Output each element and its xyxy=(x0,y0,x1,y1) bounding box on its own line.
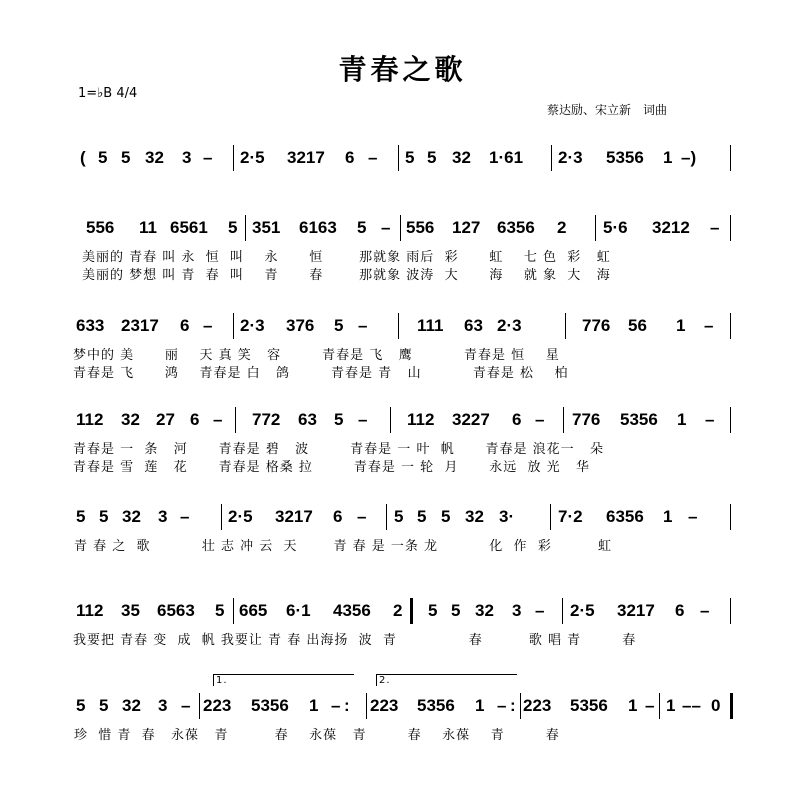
note-group: 3 xyxy=(182,148,192,167)
note-group: 6356 xyxy=(606,507,644,526)
note-group: 3 xyxy=(158,507,168,526)
note-group: 112 xyxy=(407,410,435,429)
note-group: 1 xyxy=(628,696,638,715)
barline xyxy=(233,598,234,624)
note-group: – xyxy=(688,507,698,526)
barline xyxy=(386,504,387,530)
note-group: 5356 xyxy=(417,696,455,715)
barline xyxy=(400,215,401,241)
note-group: 1 xyxy=(663,507,673,526)
volta-2: 2. xyxy=(376,674,517,686)
note-group: 3217 xyxy=(275,507,313,526)
barline xyxy=(730,504,731,530)
note-group: 11 xyxy=(139,218,157,237)
note-group: 32 xyxy=(122,507,141,526)
note-group: 772 xyxy=(252,410,281,429)
note-group: 223 xyxy=(370,696,399,715)
note-group: 665 xyxy=(239,601,268,620)
note-group: – xyxy=(180,507,190,526)
lyric-line: 青春是 飞 鸿 青春是 白 鸽 青春是 青 山 青春是 松 柏 xyxy=(73,366,569,381)
note-group: 6356 xyxy=(497,218,535,237)
note-group: 5·6 xyxy=(603,218,628,237)
note-group: 1 xyxy=(309,696,319,715)
note-group: – xyxy=(705,410,715,429)
note-group: 5 xyxy=(334,316,344,335)
note-group: 35 xyxy=(121,601,140,620)
barline xyxy=(366,693,367,719)
barline xyxy=(199,693,200,719)
barline xyxy=(730,145,731,171)
note-group: 6 xyxy=(190,410,200,429)
note-group: 376 xyxy=(286,316,315,335)
note-group: 5 xyxy=(417,507,427,526)
note-group: 5 xyxy=(98,148,108,167)
lyric-line: 青春是 雪 莲 花 青春是 格桑 拉 青春是 一 轮 月 永远 放 光 华 xyxy=(73,460,591,475)
barline xyxy=(235,407,236,433)
barline xyxy=(233,313,234,339)
note-group: – xyxy=(358,316,368,335)
note-group: – xyxy=(213,410,223,429)
key-signature: 1=♭B 4/4 xyxy=(78,86,138,101)
barline xyxy=(730,215,731,241)
note-group: – xyxy=(710,218,720,237)
note-group: – xyxy=(535,601,545,620)
note-group: – xyxy=(181,696,191,715)
barline xyxy=(398,313,399,339)
note-group: 633 xyxy=(76,316,105,335)
note-group: 4356 xyxy=(333,601,371,620)
note-group: 2 xyxy=(393,601,403,620)
note-group: 3217 xyxy=(617,601,655,620)
note-group: 6561 xyxy=(170,218,208,237)
barline xyxy=(730,598,731,624)
note-group: 27 xyxy=(156,410,175,429)
note-group: 111 xyxy=(417,316,444,335)
note-group: 5 xyxy=(76,507,86,526)
final-barline xyxy=(730,693,733,719)
note-group: 6·1 xyxy=(286,601,311,620)
note-group: 5356 xyxy=(606,148,644,167)
note-group: 3 xyxy=(158,696,168,715)
volta-1: 1. xyxy=(213,674,354,686)
note-group: 223 xyxy=(203,696,232,715)
barline xyxy=(398,145,399,171)
barline xyxy=(520,693,521,719)
note-group: 5 xyxy=(99,696,109,715)
note-group: 63 xyxy=(464,316,483,335)
note-group: 32 xyxy=(145,148,164,167)
note-group: 351 xyxy=(252,218,281,237)
note-group: 776 xyxy=(582,316,611,335)
lyric-line: 美丽的 梦想 叫 青 春 叫 青 春 那就象 波涛 大 海 就 象 大 海 xyxy=(82,268,611,283)
note-group: 2·5 xyxy=(228,507,253,526)
lyric-line: 我要把 青春 变 成 帆 我要让 青 春 出海扬 波 青 春 歌 唱 青 春 xyxy=(73,633,637,648)
note-group: – xyxy=(645,696,655,715)
note-group: 1 xyxy=(676,316,686,335)
note-group: 32 xyxy=(475,601,494,620)
note-group: 1·61 xyxy=(489,148,524,167)
barline xyxy=(551,145,552,171)
note-group: 32 xyxy=(122,696,141,715)
note-group: 556 xyxy=(86,218,115,237)
note-group: 0 xyxy=(711,696,721,715)
note-group: 5 xyxy=(121,148,131,167)
barline xyxy=(245,215,246,241)
repeat-barline xyxy=(410,598,413,624)
note-group: 5 xyxy=(357,218,367,237)
note-group: –) xyxy=(681,148,697,167)
note-group: 6 xyxy=(512,410,522,429)
lyric-line: 梦中的 美 丽 天 真 笑 容 青春是 飞 鹰 青春是 恒 星 xyxy=(73,348,560,363)
note-group: 112 xyxy=(76,410,104,429)
note-group: 32 xyxy=(121,410,140,429)
note-group: – xyxy=(497,696,507,715)
note-group: 5 xyxy=(334,410,344,429)
note-group: : xyxy=(510,696,516,715)
note-group: 3217 xyxy=(287,148,325,167)
note-group: – xyxy=(203,316,213,335)
note-group: – xyxy=(358,410,368,429)
barline xyxy=(562,598,563,624)
note-group: 63 xyxy=(298,410,317,429)
note-group: 223 xyxy=(523,696,552,715)
note-group: 5 xyxy=(427,148,437,167)
note-group: 56 xyxy=(628,316,647,335)
note-group: 5 xyxy=(215,601,225,620)
note-group: 127 xyxy=(452,218,481,237)
note-group: 5 xyxy=(405,148,415,167)
barline xyxy=(595,215,596,241)
note-group: 5 xyxy=(428,601,438,620)
barline xyxy=(390,407,391,433)
note-group: 5356 xyxy=(570,696,608,715)
barline xyxy=(565,313,566,339)
barline xyxy=(730,313,731,339)
note-group: 6163 xyxy=(299,218,337,237)
note-group: 2317 xyxy=(121,316,159,335)
note-group: 6 xyxy=(345,148,355,167)
barline xyxy=(233,145,234,171)
note-group: 5 xyxy=(228,218,238,237)
note-group: – xyxy=(535,410,545,429)
note-group: 1 xyxy=(475,696,485,715)
note-group: 3227 xyxy=(452,410,490,429)
note-group: 5356 xyxy=(620,410,658,429)
note-group: 7·2 xyxy=(558,507,583,526)
barline xyxy=(563,407,564,433)
barline xyxy=(730,407,731,433)
note-group: – xyxy=(203,148,213,167)
note-group: 112 xyxy=(76,601,104,620)
note-group: 2·5 xyxy=(240,148,265,167)
note-group: – xyxy=(357,507,367,526)
note-group: 2·3 xyxy=(497,316,522,335)
note-group: 556 xyxy=(406,218,435,237)
note-group: 5 xyxy=(451,601,461,620)
note-group: : xyxy=(344,696,350,715)
lyric-line: 青 春 之 歌 壮 志 冲 云 天 青 春 是 一条 龙 化 作 彩 虹 xyxy=(74,539,613,554)
note-group: – xyxy=(704,316,714,335)
note-group: 2 xyxy=(557,218,567,237)
note-group: 6 xyxy=(180,316,190,335)
note-group: 6563 xyxy=(157,601,195,620)
note-group: – xyxy=(381,218,391,237)
note-group: 5 xyxy=(99,507,109,526)
note-group: 2·5 xyxy=(570,601,595,620)
note-group: 6 xyxy=(333,507,343,526)
note-group: 3212 xyxy=(652,218,690,237)
song-title: 青春之歌 xyxy=(338,53,467,86)
note-group: 3 xyxy=(512,601,522,620)
lyric-line: 珍 惜 青 春 永葆 青 春 永葆 青 春 永葆 青 春 xyxy=(74,728,560,743)
lyric-line: 青春是 一 条 河 青春是 碧 波 青春是 一 叶 帆 青春是 浪花一 朵 xyxy=(73,442,605,457)
note-group: 5356 xyxy=(251,696,289,715)
note-group: 5 xyxy=(76,696,86,715)
lyric-line: 美丽的 青春 叫 永 恒 叫 永 恒 那就象 雨后 彩 虹 七 色 彩 虹 xyxy=(82,250,611,265)
note-group: – xyxy=(368,148,378,167)
note-group: 776 xyxy=(572,410,601,429)
note-group: 5 xyxy=(441,507,451,526)
barline xyxy=(659,693,660,719)
barline xyxy=(221,504,222,530)
note-group: – xyxy=(331,696,341,715)
note-group: ( xyxy=(80,148,86,167)
note-group: 1 xyxy=(666,696,676,715)
note-group: 32 xyxy=(452,148,471,167)
note-group: 1 xyxy=(663,148,673,167)
note-group: 5 xyxy=(394,507,404,526)
credit-line: 蔡达励、宋立新 词曲 xyxy=(547,103,668,117)
note-group: – xyxy=(700,601,710,620)
note-group: 6 xyxy=(675,601,685,620)
note-group: 3· xyxy=(499,507,515,526)
note-group: 2·3 xyxy=(558,148,583,167)
note-group: –– xyxy=(682,696,701,715)
note-group: 32 xyxy=(465,507,484,526)
note-group: 2·3 xyxy=(240,316,265,335)
barline xyxy=(550,504,551,530)
note-group: 1 xyxy=(677,410,687,429)
